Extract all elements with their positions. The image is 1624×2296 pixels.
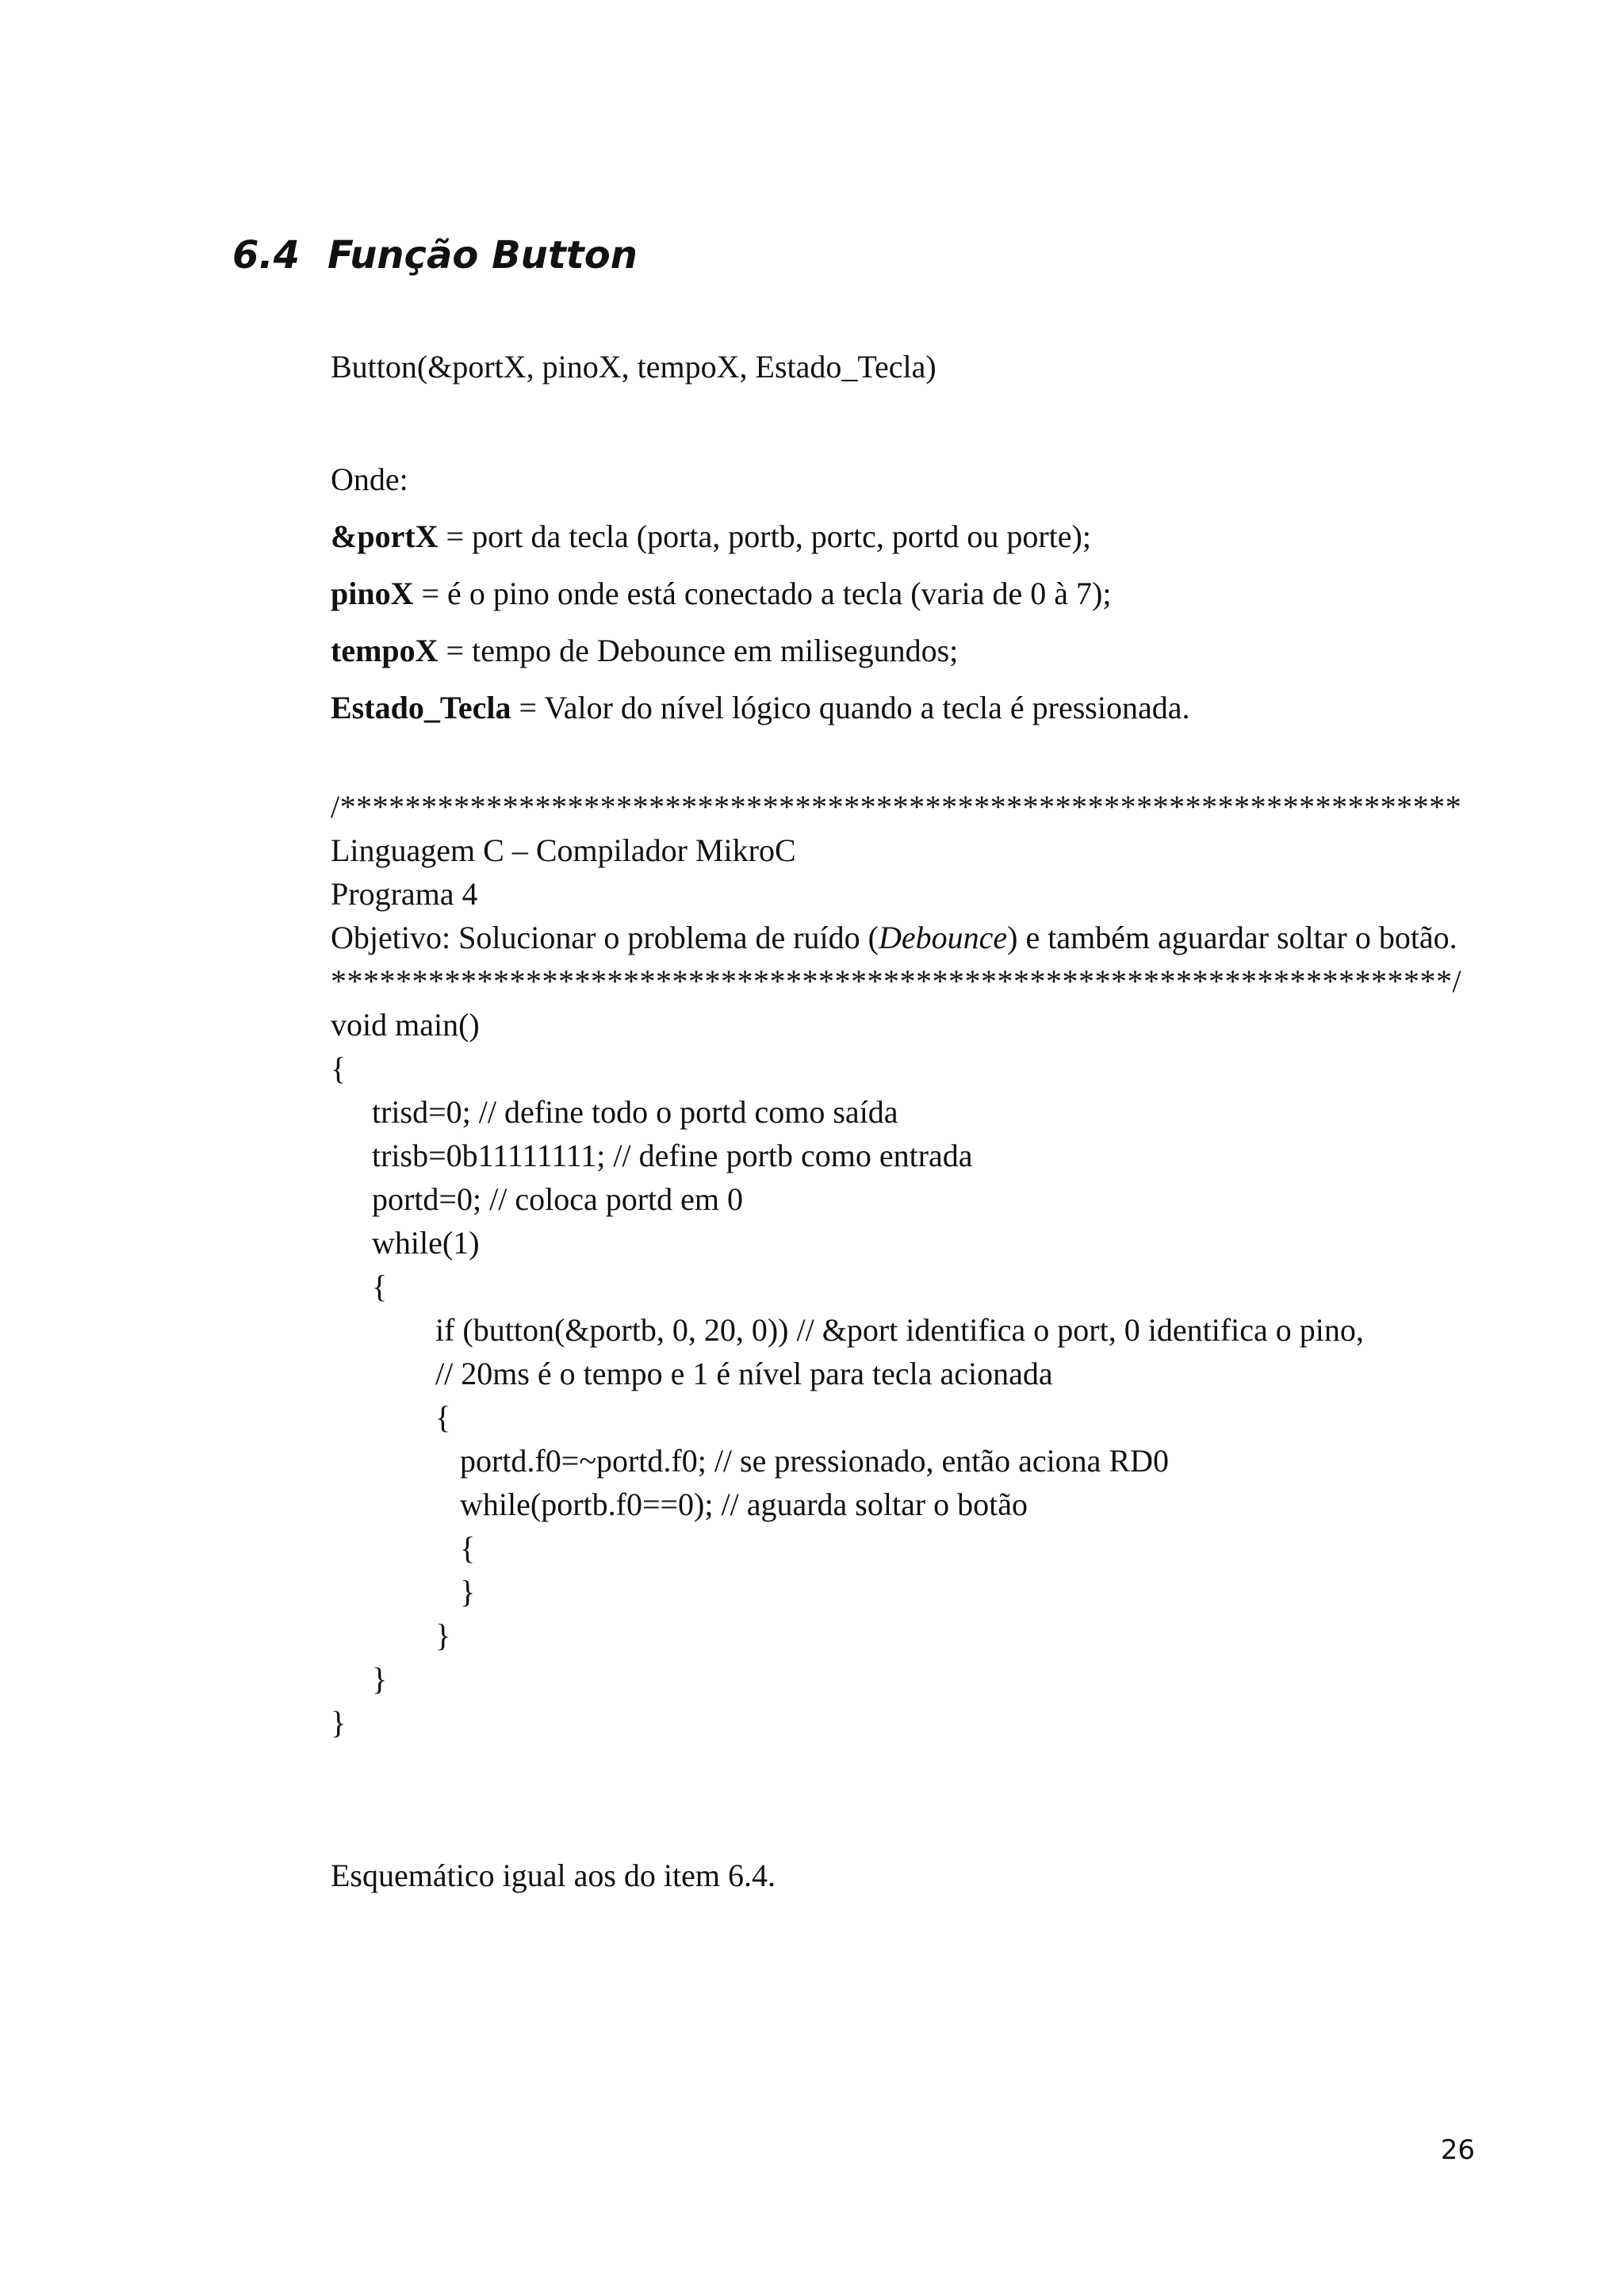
- footer-note: Esquemático igual aos do item 6.4.: [331, 1858, 776, 1893]
- comment-language: Linguagem C – Compilador MikroC: [331, 832, 796, 868]
- section-heading: [232, 227, 638, 284]
- code-line: {: [331, 1050, 347, 1086]
- param-pinox: [331, 570, 1477, 627]
- objective-text-end: ) e também aguardar soltar o botão.: [1007, 920, 1457, 955]
- code-line: void main(): [331, 1007, 480, 1043]
- code-line: }: [372, 1661, 388, 1697]
- param-estado-tecla: [331, 684, 1477, 741]
- code-line: }: [460, 1574, 476, 1609]
- code-line: }: [331, 1705, 347, 1740]
- onde-label: Onde:: [331, 461, 408, 497]
- objective-text: Objetivo: Solucionar o problema de ruído (: [331, 920, 879, 955]
- comment-close-stars: *********************************************************************/: [331, 963, 1462, 999]
- param-desc: = é o pino onde está conectado a tecla (varia de 0 à 7);: [413, 576, 1112, 611]
- comment-program: Programa 4: [331, 876, 478, 912]
- objective-italic: Debounce: [878, 920, 1008, 955]
- param-tempox: [331, 627, 1477, 684]
- section-title: Função Button: [327, 233, 638, 277]
- code-line: trisd=0; // define todo o portd como saída: [372, 1094, 898, 1130]
- code-line: {: [372, 1269, 388, 1304]
- param-desc: = Valor do nível lógico quando a tecla é pressionada.: [511, 690, 1190, 725]
- code-line: {: [435, 1399, 451, 1435]
- code-line: while(portb.f0==0); // aguarda soltar o botão: [460, 1487, 1028, 1522]
- code-line: }: [435, 1617, 451, 1653]
- code-line: if (button(&portb, 0, 20, 0)) // &port identifica o port, 0 identifica o pino,: [435, 1312, 1364, 1348]
- page-number: 26: [1440, 2134, 1475, 2166]
- parameter-definitions: [331, 456, 1477, 741]
- code-listing: [331, 785, 1477, 1744]
- param-name: tempoX: [331, 633, 439, 668]
- code-line: {: [460, 1530, 476, 1566]
- code-line: portd=0; // coloca portd em 0: [372, 1181, 744, 1217]
- comment-open-stars: /*********************************************************************: [331, 789, 1462, 825]
- section-number: 6.4: [232, 233, 301, 277]
- code-line: trisb=0b11111111; // define portb como entrada: [372, 1138, 973, 1173]
- param-portx: [331, 513, 1477, 570]
- param-name: &portX: [331, 519, 439, 554]
- comment-objective: [331, 916, 1477, 959]
- code-line: portd.f0=~portd.f0; // se pressionado, então aciona RD0: [460, 1443, 1170, 1479]
- param-name: pinoX: [331, 576, 414, 611]
- code-line: // 20ms é o tempo e 1 é nível para tecla acionada: [435, 1356, 1053, 1391]
- param-name: Estado_Tecla: [331, 690, 511, 725]
- function-signature: Button(&portX, pinoX, tempoX, Estado_Tecla): [331, 349, 936, 385]
- param-desc: = tempo de Debounce em milisegundos;: [438, 633, 959, 668]
- code-line: while(1): [372, 1225, 480, 1261]
- param-desc: = port da tecla (porta, portb, portc, portd ou porte);: [438, 519, 1091, 554]
